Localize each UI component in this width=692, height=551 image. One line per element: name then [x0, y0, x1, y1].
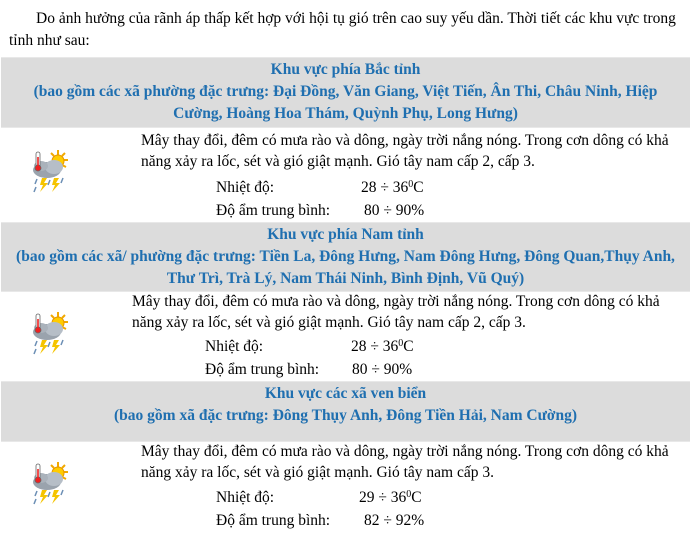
- temperature-value-group: [359, 487, 422, 508]
- humidity-value: 82 ÷ 92%: [364, 512, 425, 529]
- humidity-value: 80 ÷ 90%: [364, 202, 425, 219]
- temperature-unit: C: [413, 179, 424, 196]
- thunderstorm-sun-icon: [30, 310, 72, 356]
- humidity-row: [205, 359, 505, 380]
- temperature-row: [205, 336, 505, 357]
- thunderstorm-sun-icon: [30, 460, 72, 506]
- temperature-label: Nhiệt độ:: [216, 179, 275, 196]
- humidity-row: [216, 200, 516, 221]
- forecast-text: Mây thay đổi, đêm có mưa rào và dông, ngày trời nắng nóng. Trong cơn dông có khả năng xảy ra lốc, sét và gió giật mạnh. Gió tây nam cấp 2, cấp 3.: [132, 293, 660, 331]
- region-desc: (bao gồm các xã/ phường đặc trưng: Tiền La, Đông Hưng, Nam Đông Hưng, Đông Quan,Thụy Anh, Thư Trì, Trà Lý, Nam Thái Ninh, Bình Định, Vũ Quý): [16, 248, 675, 287]
- temperature-unit-sup: 0: [406, 489, 412, 500]
- humidity-label: Độ ẩm trung bình:: [216, 202, 331, 219]
- temperature-unit: C: [403, 338, 414, 355]
- intro-paragraph: Do ảnh hưởng của rãnh áp thấp kết hợp với hội tụ gió trên cao suy yếu dần. Thời tiết các khu vực trong tỉnh như sau:: [9, 10, 676, 49]
- temperature-row: [216, 487, 516, 508]
- region-header-south: [1, 222, 690, 292]
- temperature-value: 28 ÷ 36: [351, 338, 399, 355]
- region-title: Khu vực phía Nam tỉnh: [267, 226, 424, 243]
- region-header-coastal: [1, 381, 690, 442]
- temperature-value: 28 ÷ 36: [361, 179, 409, 196]
- thunderstorm-sun-icon: [30, 148, 72, 194]
- temperature-unit-sup: 0: [408, 179, 414, 190]
- forecast-text: Mây thay đổi, đêm có mưa rào và dông, ngày trời nắng nóng. Trong cơn dông có khả năng xảy ra lốc, sét và gió giật mạnh. Gió tây nam cấp 2, cấp 3.: [141, 132, 669, 170]
- temperature-label: Nhiệt độ:: [216, 489, 275, 506]
- temperature-value: 29 ÷ 36: [359, 489, 407, 506]
- temperature-value-group: [361, 177, 424, 198]
- temperature-row: [216, 177, 516, 198]
- humidity-value: 80 ÷ 90%: [352, 361, 413, 378]
- temperature-label: Nhiệt độ:: [205, 338, 264, 355]
- temperature-value-group: [351, 336, 414, 357]
- region-header-north: [1, 57, 690, 128]
- temperature-unit-sup: 0: [398, 338, 404, 349]
- forecast-text: Mây thay đổi, đêm có mưa rào và dông, ngày trời nắng nóng. Trong cơn dông có khả năng xảy ra lốc, sét và gió giật mạnh. Gió tây nam cấp 3.: [141, 443, 669, 481]
- region-desc: (bao gồm các xã phường đặc trưng: Đại Đồng, Văn Giang, Việt Tiến, Ân Thi, Châu Ninh, Hiệp Cường, Hoàng Hoa Thám, Quỳnh Phụ, Long Hưng): [33, 83, 658, 122]
- humidity-label: Độ ẩm trung bình:: [205, 361, 320, 378]
- humidity-label: Độ ẩm trung bình:: [216, 512, 331, 529]
- humidity-row: [216, 510, 516, 531]
- region-title: Khu vực phía Bắc tỉnh: [270, 61, 421, 78]
- region-desc: (bao gồm xã đặc trưng: Đông Thụy Anh, Đông Tiền Hải, Nam Cường): [114, 407, 577, 424]
- temperature-unit: C: [411, 489, 422, 506]
- region-title: Khu vực các xã ven biển: [264, 385, 427, 402]
